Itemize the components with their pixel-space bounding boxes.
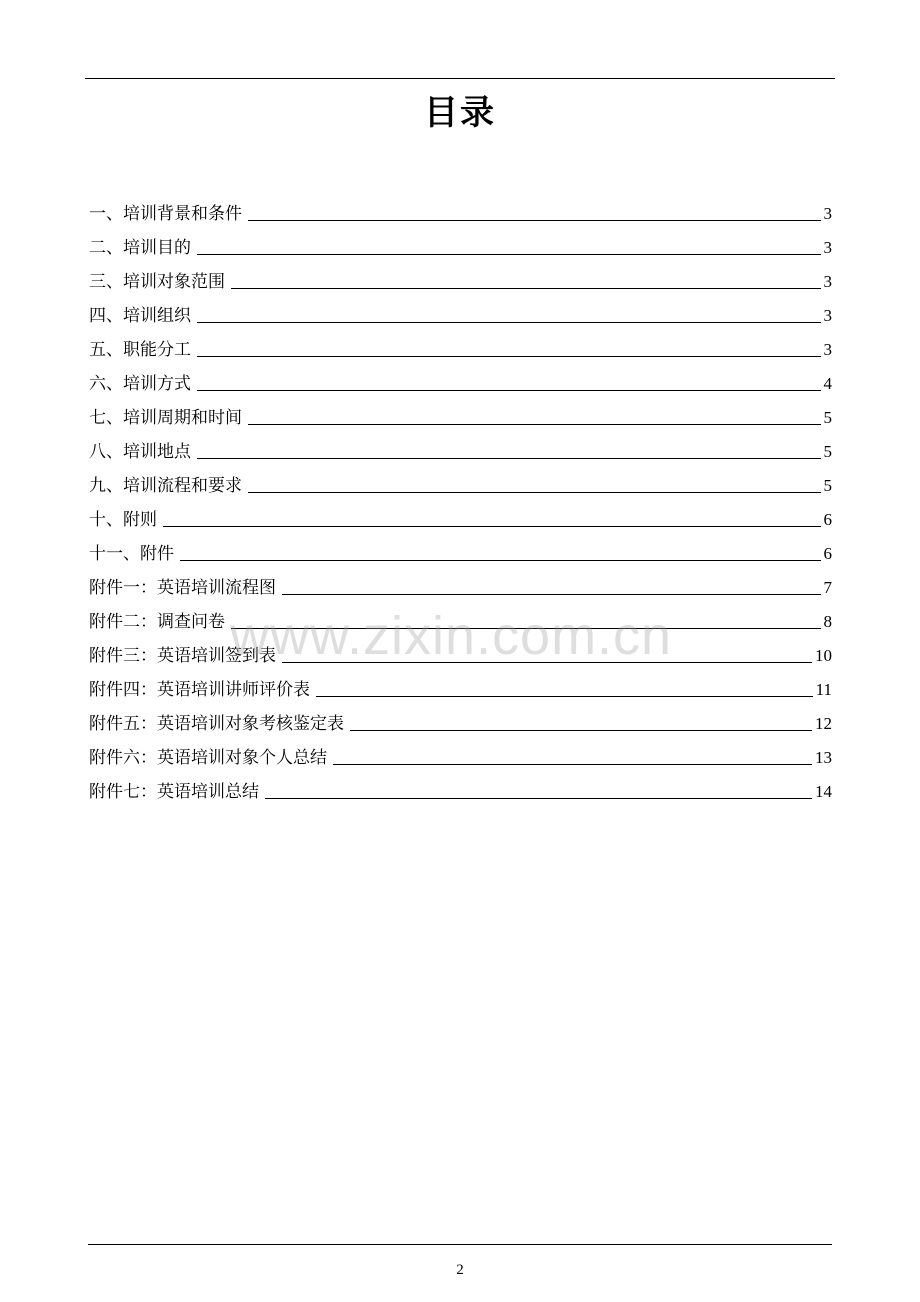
- toc-entry-page: 11: [815, 680, 832, 699]
- toc-entry[interactable]: [89, 433, 832, 467]
- toc-entry-page: 3: [823, 306, 832, 325]
- page-title: 目录: [424, 93, 496, 133]
- toc-leader-line: [265, 798, 812, 799]
- toc-entry[interactable]: [89, 399, 832, 433]
- toc-entry-page: 3: [823, 238, 832, 257]
- header-rule: [85, 78, 835, 79]
- toc-entry-page: 5: [823, 442, 832, 461]
- toc-entry-page: 7: [823, 578, 832, 597]
- toc-leader-line: [197, 254, 821, 255]
- toc-leader-line: [333, 764, 812, 765]
- toc-entry-page: 3: [823, 340, 832, 359]
- toc-entry[interactable]: [89, 739, 832, 773]
- toc-entry-label: 十一、附件: [89, 544, 174, 564]
- toc-entry-label: 附件四：英语培训讲师评价表: [89, 680, 310, 700]
- toc-entry-label: 附件三：英语培训签到表: [89, 646, 276, 666]
- toc-entry[interactable]: [89, 229, 832, 263]
- toc-entry-page: 5: [823, 476, 832, 495]
- toc-leader-line: [197, 458, 821, 459]
- toc-entry-label: 七、培训周期和时间: [89, 408, 242, 428]
- toc-entry-page: 6: [823, 510, 832, 529]
- toc-entry[interactable]: [89, 535, 832, 569]
- toc-leader-line: [248, 220, 821, 221]
- footer-rule: [88, 1244, 832, 1245]
- toc-entry-page: 3: [823, 272, 832, 291]
- toc-entry[interactable]: [89, 297, 832, 331]
- toc-entry-label: 六、培训方式: [89, 374, 191, 394]
- toc-entry[interactable]: [89, 705, 832, 739]
- toc-entry[interactable]: [89, 773, 832, 807]
- page-number: 2: [456, 1262, 464, 1278]
- toc-leader-line: [248, 424, 821, 425]
- toc-entry-label: 附件七：英语培训总结: [89, 782, 259, 802]
- toc-entry-label: 附件六：英语培训对象个人总结: [89, 748, 327, 768]
- toc-entry-page: 8: [823, 612, 832, 631]
- toc-entry[interactable]: [89, 671, 832, 705]
- table-of-contents: [89, 195, 832, 807]
- toc-leader-line: [350, 730, 812, 731]
- toc-leader-line: [282, 594, 821, 595]
- toc-entry-page: 12: [815, 714, 832, 733]
- toc-entry[interactable]: [89, 637, 832, 671]
- toc-entry-page: 5: [823, 408, 832, 427]
- toc-entry-page: 10: [815, 646, 832, 665]
- toc-entry-page: 3: [823, 204, 832, 223]
- toc-entry-label: 八、培训地点: [89, 442, 191, 462]
- toc-entry[interactable]: [89, 501, 832, 535]
- toc-leader-line: [180, 560, 821, 561]
- toc-entry[interactable]: [89, 263, 832, 297]
- toc-leader-line: [231, 628, 821, 629]
- toc-entry-label: 附件五：英语培训对象考核鉴定表: [89, 714, 344, 734]
- toc-entry-page: 4: [823, 374, 832, 393]
- toc-entry[interactable]: [89, 467, 832, 501]
- toc-leader-line: [163, 526, 821, 527]
- toc-leader-line: [197, 390, 821, 391]
- toc-entry-label: 附件一：英语培训流程图: [89, 578, 276, 598]
- toc-entry-label: 附件二：调查问卷: [89, 612, 225, 632]
- toc-entry-page: 13: [815, 748, 832, 767]
- watermark: www.zixin.com.cn: [230, 606, 673, 666]
- toc-entry[interactable]: [89, 365, 832, 399]
- toc-leader-line: [231, 288, 821, 289]
- toc-leader-line: [197, 356, 821, 357]
- toc-leader-line: [282, 662, 812, 663]
- toc-entry-page: 6: [823, 544, 832, 563]
- toc-entry-label: 五、职能分工: [89, 340, 191, 360]
- toc-entry-label: 十、附则: [89, 510, 157, 530]
- toc-entry[interactable]: [89, 195, 832, 229]
- toc-entry[interactable]: [89, 569, 832, 603]
- toc-entry-label: 四、培训组织: [89, 306, 191, 326]
- toc-leader-line: [248, 492, 821, 493]
- toc-entry[interactable]: [89, 331, 832, 365]
- toc-entry[interactable]: [89, 603, 832, 637]
- toc-leader-line: [316, 696, 813, 697]
- toc-entry-label: 三、培训对象范围: [89, 272, 225, 292]
- toc-leader-line: [197, 322, 821, 323]
- toc-entry-label: 一、培训背景和条件: [89, 204, 242, 224]
- toc-entry-label: 二、培训目的: [89, 238, 191, 258]
- toc-entry-label: 九、培训流程和要求: [89, 476, 242, 496]
- toc-entry-page: 14: [815, 782, 832, 801]
